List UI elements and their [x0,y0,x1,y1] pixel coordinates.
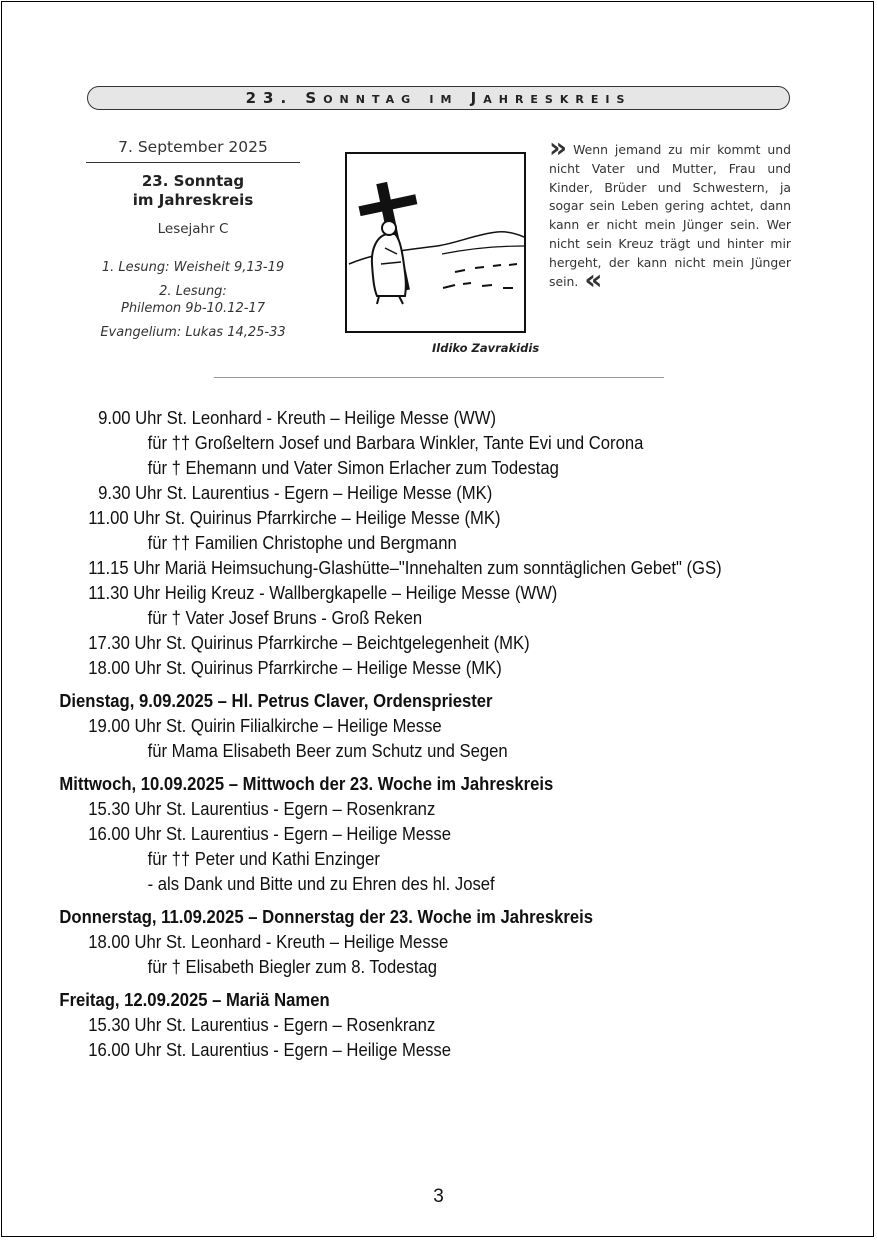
day-heading: Mittwoch, 10.09.2025 – Mittwoch der 23. Woche im Jahreskreis [59,773,554,794]
schedule-line: 11.15 Uhr Mariä Heimsuchung-Glashütte–"Innehalten zum sonntäglichen Gebet" (GS) [88,557,722,578]
schedule-line: 11.30 Uhr Heilig Kreuz - Wallbergkapelle – Heilige Messe (WW) [88,582,558,603]
second-reading-label: 2. Lesung: [159,284,227,299]
schedule-line: 9.00 Uhr St. Leonhard - Kreuth – Heilige Messe (WW) [98,407,497,428]
first-reading: 1. Lesung: Weisheit 9,13-19 [101,260,285,275]
schedule-line: 15.30 Uhr St. Laurentius - Egern – Rosenkranz [88,798,436,819]
schedule-line: für †† Familien Christophe und Bergmann [147,532,457,553]
schedule-line: 19.00 Uhr St. Quirin Filialkirche – Heilige Messe [88,715,442,736]
sunday-date: 7. September 2025 [86,138,300,163]
schedule-line: - als Dank und Bitte und zu Ehren des hl. Josef [147,873,495,894]
schedule-line: für †† Großeltern Josef und Barbara Winkler, Tante Evi und Corona [147,432,644,453]
second-reading-ref: Philemon 9b-10.12-17 [121,301,265,316]
cross-bearing-illustration [345,152,526,333]
page-number: 3 [433,1186,444,1207]
day-heading: Donnerstag, 11.09.2025 – Donnerstag der 23. Woche im Jahreskreis [59,906,594,927]
cross-bearer-image [347,154,524,331]
day-heading: Freitag, 12.09.2025 – Mariä Namen [59,989,330,1010]
schedule-line: 17.30 Uhr St. Quirinus Pfarrkirche – Beichtgelegenheit (MK) [88,632,530,653]
sunday-title [86,172,300,210]
schedule-line: 11.00 Uhr St. Quirinus Pfarrkirche – Heilige Messe (MK) [88,507,501,528]
banner-title: 23. Sonntag im Jahreskreis [245,89,632,107]
gospel-quote [549,131,791,296]
schedule-line: für † Ehemann und Vater Simon Erlacher zum Todestag [147,457,559,478]
artist-credit: Ildiko Zavrakidis [432,341,540,355]
quote-close-mark: « [584,262,603,296]
schedule-line: für † Elisabeth Biegler zum 8. Todestag [147,956,437,977]
section-divider [214,377,664,378]
sunday-title-line1: 23. Sonntag [141,172,245,190]
sunday-info [86,138,300,341]
second-reading [86,283,300,317]
schedule-line: 16.00 Uhr St. Laurentius - Egern – Heilige Messe [88,1039,451,1060]
schedule-line: 9.30 Uhr St. Laurentius - Egern – Heilige Messe (MK) [98,482,493,503]
schedule-line: für † Vater Josef Bruns - Groß Reken [147,607,423,628]
section-banner [87,86,790,110]
schedule-line: für Mama Elisabeth Beer zum Schutz und Segen [147,740,508,761]
gospel-reading: Evangelium: Lukas 14,25-33 [100,325,286,340]
day-heading: Dienstag, 9.09.2025 – Hl. Petrus Claver, Ordenspriester [59,690,493,711]
sunday-title-line2: im Jahreskreis [132,191,254,209]
quote-open-mark: » [549,131,568,164]
schedule-line: 18.00 Uhr St. Leonhard - Kreuth – Heilige Messe [88,931,449,952]
schedule [0,405,789,1062]
schedule-line: 18.00 Uhr St. Quirinus Pfarrkirche – Heilige Messe (MK) [88,657,502,678]
schedule-line: 16.00 Uhr St. Laurentius - Egern – Heilige Messe [88,823,451,844]
lesejahr: Lesejahr C [157,221,229,237]
schedule-line: für †† Peter und Kathi Enzinger [147,848,380,869]
schedule-line: 15.30 Uhr St. Laurentius - Egern – Rosenkranz [88,1014,436,1035]
quote-text: Wenn jemand zu mir kommt und nicht Vater und Mutter, Frau und Kinder, Brüder und Schwestern, ja sogar sein Leben gering achtet, dann kann er nicht mein Jünger sein. Wer nicht sein Kreuz trägt und hinter mir hergeht, der kann nicht mein Jünger sein. [549,142,791,289]
